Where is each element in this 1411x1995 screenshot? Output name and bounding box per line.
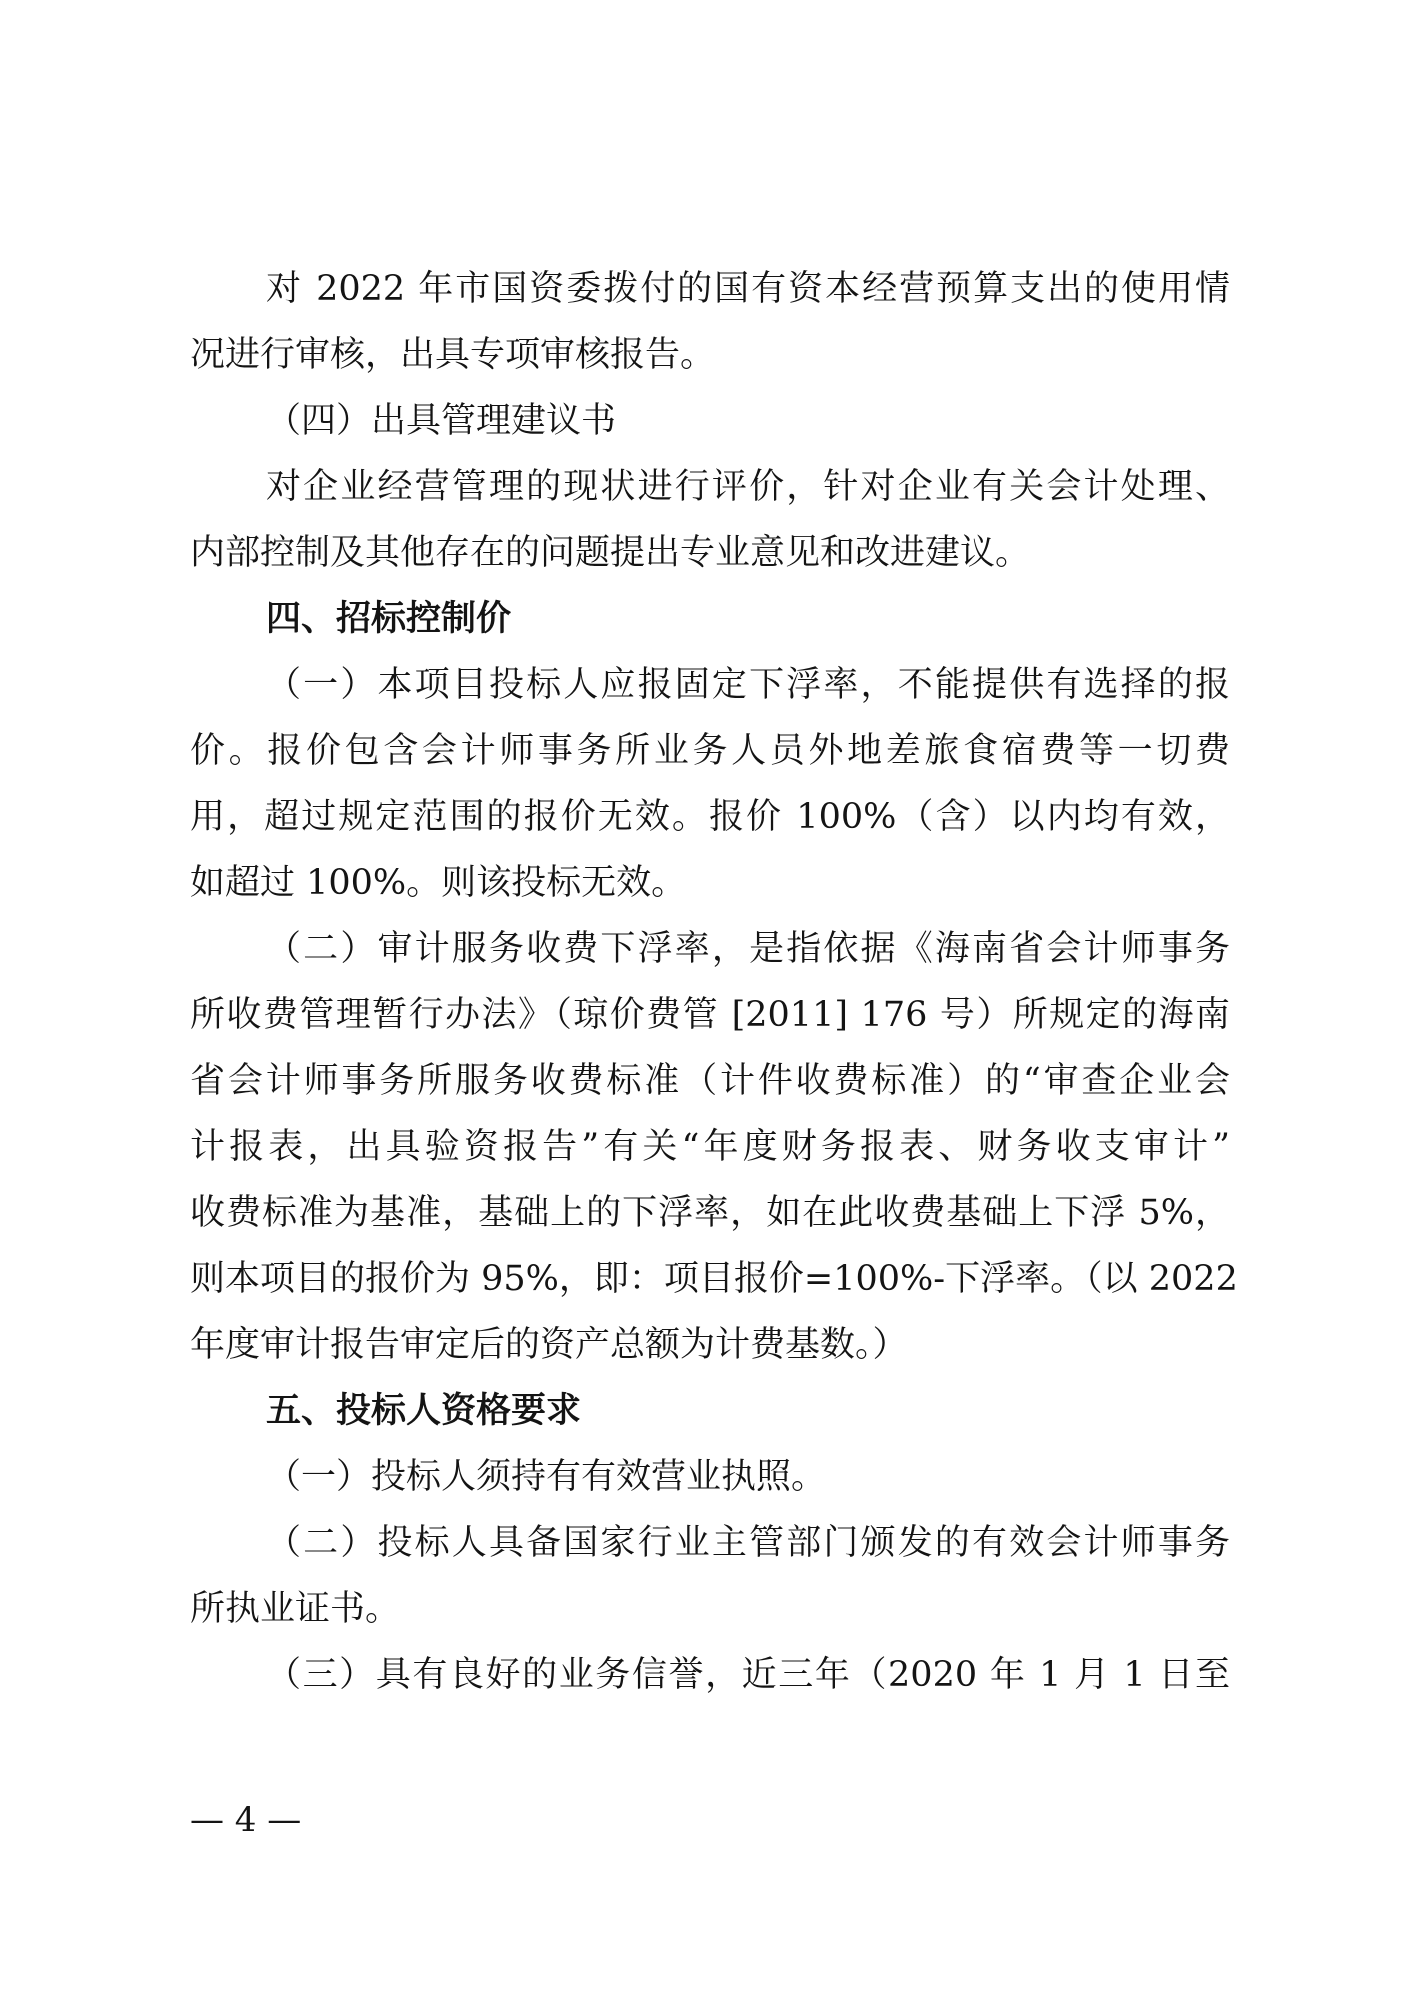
section-heading: 四、招标控制价 <box>266 599 512 639</box>
paragraph-line: 计报表，出具验资报告”有关“年度财务报表、财务收支审计” <box>190 1127 1230 1167</box>
paragraph-line: 况进行审核，出具专项审核报告。 <box>190 335 716 375</box>
paragraph-line: 对企业经营管理的现状进行评价，针对企业有关会计处理、 <box>266 467 1230 507</box>
paragraph-line: （三）具有良好的业务信誉，近三年（2020 年 1 月 1 日至 <box>266 1655 1230 1695</box>
paragraph-line: 用，超过规定范围的报价无效。报价 100%（含）以内均有效， <box>190 797 1230 837</box>
paragraph-line: （二）投标人具备国家行业主管部门颁发的有效会计师事务 <box>266 1523 1230 1563</box>
paragraph-line: 则本项目的报价为 95%，即：项目报价=100%-下浮率。（以 2022 <box>190 1259 1238 1299</box>
section-heading: 五、投标人资格要求 <box>266 1391 582 1431</box>
paragraph-line: 所收费管理暂行办法》（琼价费管 [2011] 176 号）所规定的海南 <box>190 995 1230 1035</box>
page-number: — 4 — <box>190 1800 302 1840</box>
subsection-title: （四）出具管理建议书 <box>266 401 617 441</box>
paragraph-line: 对 2022 年市国资委拨付的国有资本经营预算支出的使用情 <box>266 269 1230 309</box>
paragraph-line: 内部控制及其他存在的问题提出专业意见和改进建议。 <box>190 533 1031 573</box>
paragraph-line: 价。报价包含会计师事务所业务人员外地差旅食宿费等一切费 <box>190 731 1230 771</box>
paragraph-line: （一）投标人须持有有效营业执照。 <box>266 1457 827 1497</box>
paragraph-line: 所执业证书。 <box>190 1589 401 1629</box>
paragraph-line: 年度审计报告审定后的资产总额为计费基数。） <box>190 1325 908 1365</box>
paragraph-line: 收费标准为基准，基础上的下浮率，如在此收费基础上下浮 5%， <box>190 1193 1230 1233</box>
paragraph-line: 省会计师事务所服务收费标准（计件收费标准）的“审查企业会 <box>190 1061 1230 1101</box>
paragraph-line: （一）本项目投标人应报固定下浮率，不能提供有选择的报 <box>266 665 1230 705</box>
paragraph-line: 如超过 100%。则该投标无效。 <box>190 863 687 903</box>
paragraph-line: （二）审计服务收费下浮率，是指依据《海南省会计师事务 <box>266 929 1230 969</box>
